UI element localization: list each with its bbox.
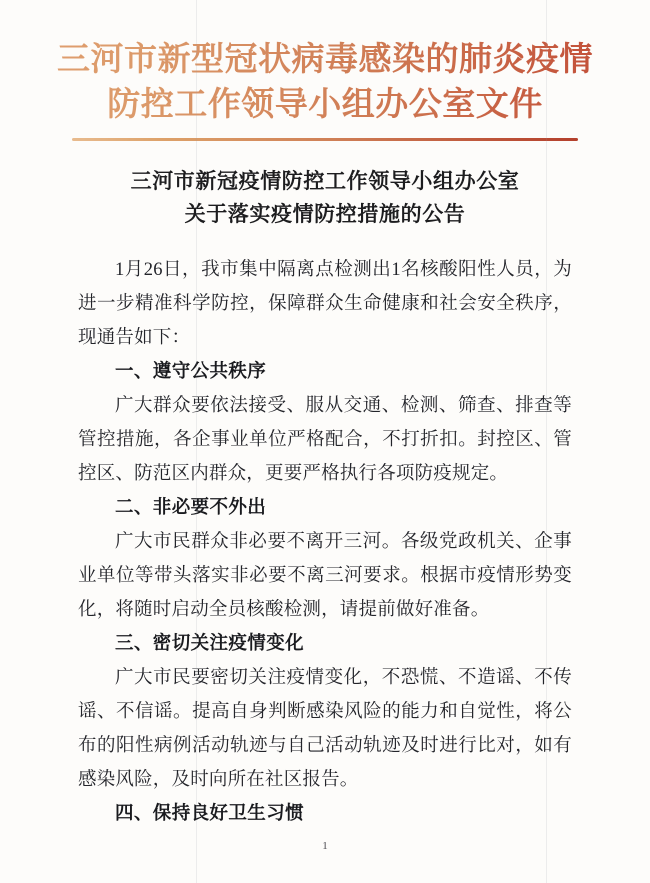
page-number: 1 <box>322 840 328 852</box>
section-paragraph-1: 广大群众要依法接受、服从交通、检测、筛查、排查等管控措施，各企事业单位严格配合，不打折扣。封控区、管控区、防范区内群众，更要严格执行各项防疫规定。 <box>78 396 572 484</box>
section-paragraph-3: 广大市民要密切关注疫情变化，不恐慌、不造谣、不传谣、不信谣。提高自身判断感染风险的能力和自觉性，将公布的阳性病例活动轨迹与自己活动轨迹及时进行比对，如有感染风险，及时向所在社区报告。 <box>78 668 572 790</box>
masthead-line-2: 防控工作领导小组办公室文件 <box>0 81 650 126</box>
section-paragraph-2: 广大市民群众非必要不离开三河。各级党政机关、企事业单位等带头落实非必要不离三河要求。根据市疫情形势变化，将随时启动全员核酸检测，请提前做好准备。 <box>78 532 572 620</box>
document-title-line-1: 三河市新冠疫情防控工作领导小组办公室 <box>130 169 520 193</box>
section-heading-1: 一、遵守公共秩序 <box>115 361 267 382</box>
body-intro-paragraph: 1月26日，我市集中隔离点检测出1名核酸阳性人员，为进一步精准科学防控，保障群众生命健康和社会安全秩序，现通告如下： <box>78 260 572 348</box>
document-masthead <box>0 0 650 141</box>
section-heading-2: 二、非必要不外出 <box>115 497 267 518</box>
document-title <box>0 165 650 231</box>
section-heading-4: 四、保持良好卫生习惯 <box>115 803 305 824</box>
masthead-line-1: 三河市新型冠状病毒感染的肺炎疫情 <box>0 36 650 81</box>
section-heading-3: 三、密切关注疫情变化 <box>115 633 305 654</box>
document-body <box>78 253 572 831</box>
document-title-line-2: 关于落实疫情防控措施的公告 <box>184 202 466 226</box>
masthead-divider-rule <box>72 138 578 141</box>
